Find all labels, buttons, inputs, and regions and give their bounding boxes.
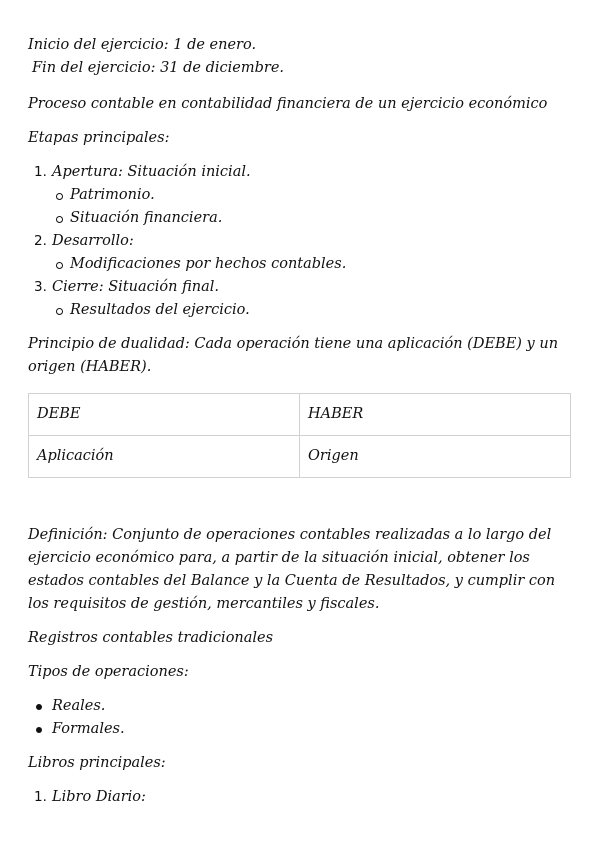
etapa-item — [28, 276, 572, 322]
libros-heading: Libros principales: — [28, 755, 166, 771]
list-item: Formales. — [28, 718, 572, 741]
table-header-debe: DEBE — [29, 394, 300, 436]
table-row — [29, 394, 571, 436]
inicio-ejercicio: Inicio del ejercicio: 1 de enero. — [28, 37, 257, 53]
etapa-label: Desarrollo: — [52, 233, 134, 249]
registros-heading: Registros contables tradicionales — [28, 630, 274, 646]
etapa-number: 2. — [34, 233, 47, 249]
table-row — [29, 436, 571, 478]
circle-bullet-icon — [56, 308, 63, 315]
etapas-heading: Etapas principales: — [28, 130, 170, 146]
libro-item — [28, 786, 572, 809]
etapa-label: Apertura: Situación inicial. — [52, 164, 251, 180]
etapa-number: 1. — [34, 164, 47, 180]
table-cell-origen: Origen — [300, 436, 571, 478]
circle-bullet-icon — [56, 193, 63, 200]
list-item: Reales. — [28, 695, 572, 718]
etapa-label: Cierre: Situación final. — [52, 279, 219, 295]
etapa-item — [28, 230, 572, 276]
circle-bullet-icon — [56, 216, 63, 223]
etapa-number: 3. — [34, 279, 47, 295]
sub-item: Modificaciones por hechos contables. — [28, 253, 572, 276]
table-header-haber: HABER — [300, 394, 571, 436]
tipos-heading: Tipos de operaciones: — [28, 664, 189, 680]
etapas-list — [28, 161, 572, 322]
dualidad-text: Principio de dualidad: Cada operación tiene una aplicación (DEBE) y un origen (HABER). — [28, 336, 559, 375]
sub-item: Situación financiera. — [28, 207, 572, 230]
tipos-list — [28, 695, 572, 741]
etapa-item — [28, 161, 572, 230]
fin-ejercicio: Fin del ejercicio: 31 de diciembre. — [32, 60, 285, 76]
bullet-icon — [36, 727, 42, 733]
bullet-icon — [36, 704, 42, 710]
circle-bullet-icon — [56, 262, 63, 269]
table-cell-aplicacion: Aplicación — [29, 436, 300, 478]
libros-list — [28, 786, 572, 809]
definicion-text: Definición: Conjunto de operaciones contables realizadas a lo largo del ejercicio económico para, a partir de la situación inicial, obtener los estados contables del Balance y la Cuenta de Resultados, y cumplir con los requisitos de gestión, mercantiles y fiscales. — [28, 527, 556, 612]
sub-item: Resultados del ejercicio. — [28, 299, 572, 322]
proceso-title: Proceso contable en contabilidad financiera de un ejercicio económico — [28, 96, 548, 112]
sub-item: Patrimonio. — [28, 184, 572, 207]
libro-number: 1. — [34, 789, 47, 805]
dualidad-table — [28, 393, 571, 478]
libro-label: Libro Diario: — [52, 789, 146, 805]
